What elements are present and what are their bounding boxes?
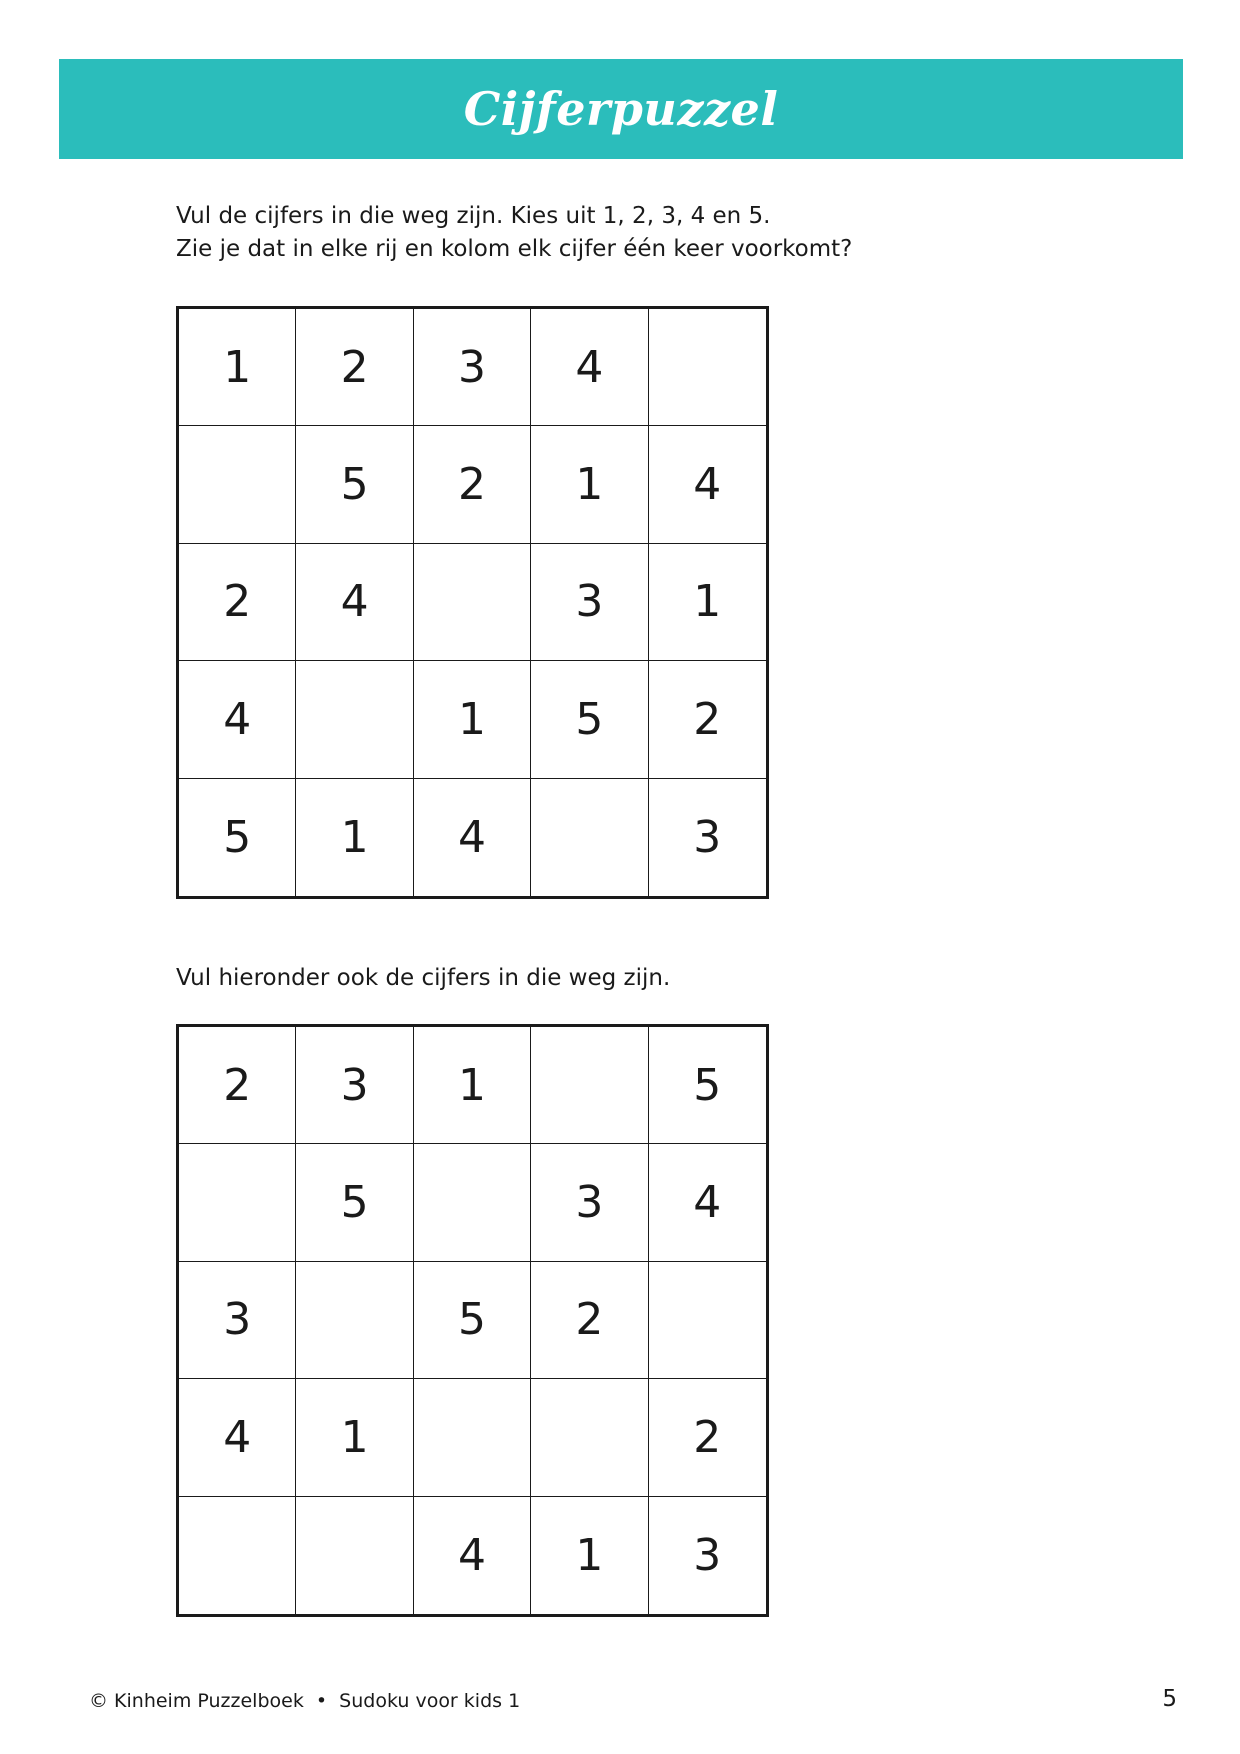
instruction-line-2: Zie je dat in elke rij en kolom elk cijfer één keer voorkomt? — [176, 236, 853, 262]
puzzle-cell-given: 3 — [693, 811, 722, 863]
puzzle-cell-given: 2 — [179, 544, 296, 661]
puzzle-cell-given: 5 — [649, 1027, 766, 1144]
second-instruction — [176, 962, 670, 995]
puzzle-cell-given: 3 — [179, 1262, 296, 1379]
puzzle-cell-given: 2 — [179, 1027, 296, 1144]
instruction-line-3: Vul hieronder ook de cijfers in die weg zijn. — [176, 965, 671, 991]
puzzle-cell-given: 3 — [693, 1529, 722, 1581]
puzzle-cell-given: 4 — [414, 779, 531, 896]
puzzle-cell-empty[interactable] — [649, 309, 766, 426]
puzzle-cell-empty[interactable] — [179, 1497, 296, 1614]
puzzle-cell-empty[interactable] — [296, 661, 413, 778]
puzzle-cell-empty[interactable] — [296, 1262, 413, 1379]
footer-separator: • — [315, 1690, 328, 1712]
puzzle-cell-empty[interactable] — [414, 1379, 531, 1496]
puzzle-cell-given: 2 — [296, 309, 413, 426]
puzzle-cell-given: 4 — [296, 544, 413, 661]
instruction-line-1: Vul de cijfers in die weg zijn. Kies uit 1, 2, 3, 4 en 5. — [176, 203, 771, 229]
puzzle-cell-given: 5 — [414, 1262, 531, 1379]
puzzle-cell-given: 5 — [531, 661, 648, 778]
puzzle-cell-given: 3 — [414, 309, 531, 426]
puzzle-cell-given: 1 — [414, 1027, 531, 1144]
puzzle-cell-empty[interactable] — [531, 1379, 648, 1496]
puzzle-cell-given: 1 — [296, 1379, 413, 1496]
puzzle-cell-given: 1 — [296, 779, 413, 896]
puzzle-cell-empty[interactable] — [531, 779, 648, 896]
footer-credit — [89, 1690, 520, 1712]
puzzle-cell-given: 5 — [296, 426, 413, 543]
header-banner — [59, 59, 1183, 159]
page-number: 5 — [1162, 1686, 1177, 1712]
puzzle-cell-given: 4 — [414, 1497, 531, 1614]
puzzle-cell-empty[interactable] — [649, 1262, 766, 1379]
puzzle-cell-given: 2 — [414, 426, 531, 543]
puzzle-cell-given: 4 — [179, 661, 296, 778]
puzzle-cell-given: 5 — [179, 779, 296, 896]
puzzle-cell-given: 4 — [649, 1144, 766, 1261]
puzzle-cell-empty[interactable] — [296, 1497, 413, 1614]
copyright-text: © Kinheim Puzzelboek — [89, 1690, 304, 1712]
puzzle-cell-given: 4 — [531, 309, 648, 426]
puzzle-cell-given: 1 — [531, 1497, 648, 1614]
puzzle-cell-given: 1 — [531, 426, 648, 543]
puzzle-cell-given: 4 — [649, 426, 766, 543]
instructions — [176, 200, 852, 266]
puzzle-cell-given: 2 — [649, 661, 766, 778]
book-title: Sudoku voor kids 1 — [339, 1690, 521, 1712]
puzzle-cell-empty[interactable] — [531, 1027, 648, 1144]
puzzle-cell-empty[interactable] — [414, 544, 531, 661]
puzzle-cell-given: 2 — [649, 1379, 766, 1496]
puzzle-cell-empty[interactable] — [179, 1144, 296, 1261]
puzzle-cell-empty[interactable] — [414, 1144, 531, 1261]
puzzle-cell-given: 1 — [414, 661, 531, 778]
puzzle-cell-empty[interactable] — [179, 426, 296, 543]
puzzle-cell-given: 3 — [296, 1027, 413, 1144]
puzzle-cell-given: 1 — [179, 309, 296, 426]
puzzle-cell-given: 3 — [531, 1144, 648, 1261]
puzzle-grid-1 — [176, 306, 769, 899]
puzzle-cell-given: 5 — [296, 1144, 413, 1261]
puzzle-cell-given: 4 — [179, 1379, 296, 1496]
page-title: Cijferpuzzel — [463, 82, 779, 136]
puzzle-grid-2 — [176, 1024, 769, 1617]
puzzle-cell-given: 3 — [531, 544, 648, 661]
puzzle-cell-given: 2 — [531, 1262, 648, 1379]
puzzle-cell-given: 1 — [649, 544, 766, 661]
